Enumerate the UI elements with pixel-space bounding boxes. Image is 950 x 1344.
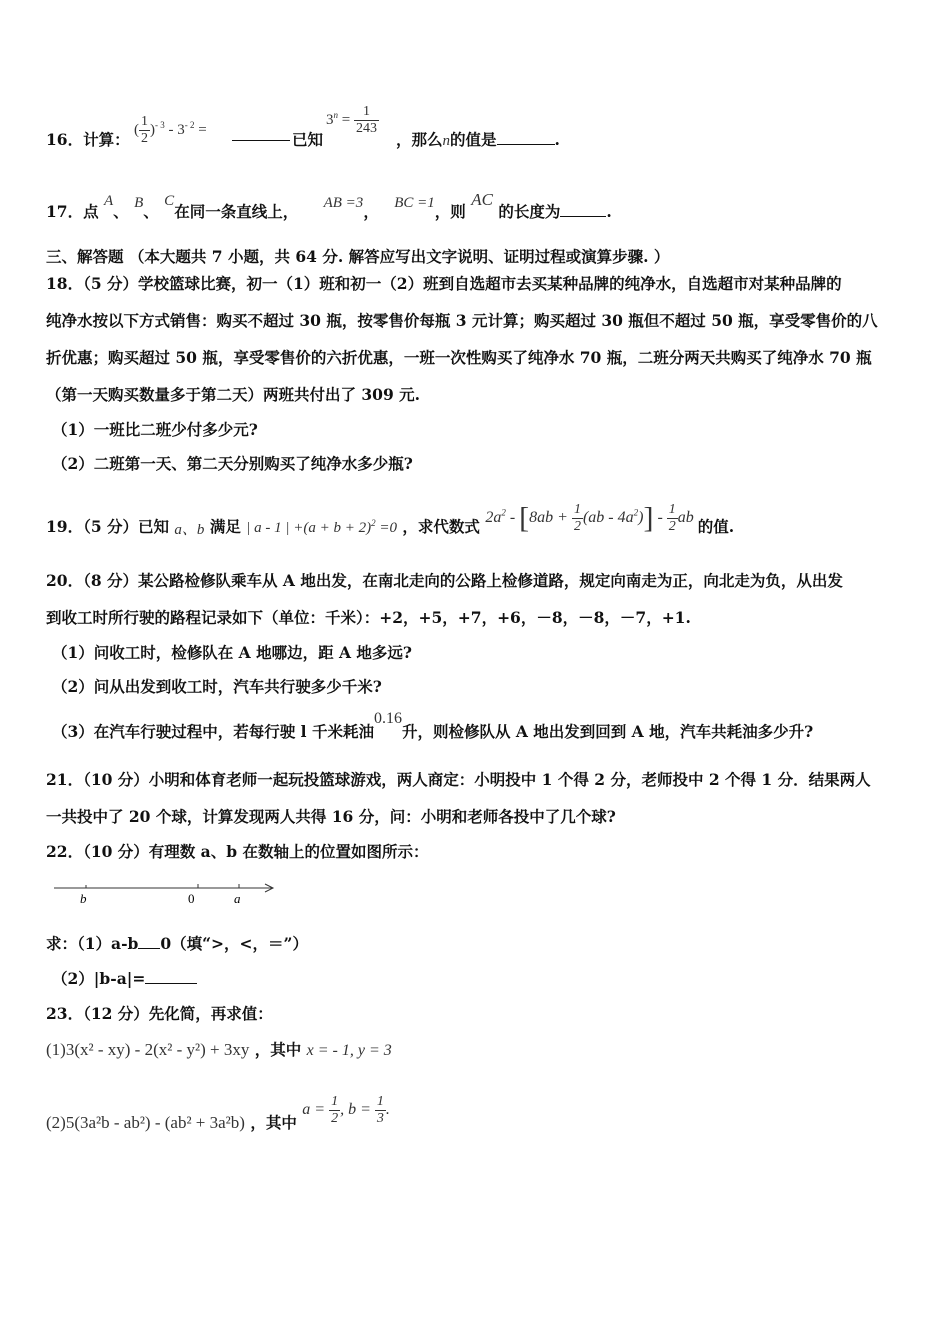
q16-half: $\frac{1}{2}$ [141,114,148,146]
question-19: 19．（5 分）已知 a、b 满足 | a - 1 | $+(a + b + 2)^2 =0$ ，求代数式 $2a^2 - [8ab$ + $\frac{1}{2}$ $(ab - 4a^2)$] - $\frac{1}{2}$ ab 的值. [46,501,735,538]
label-b: b [80,891,87,906]
q20-line-1: 20．（8 分）某公路检修队乘车从 A 地出发，在南北走向的公路上检修道路，规定向南走为正，向北走为负，从出发 [46,571,843,590]
q18-line-4: （第一天购买数量多于第二天）两班共付出了 309 元. [46,385,421,404]
q22-sub-1: 求：（1）a-b 0（填“>，<，＝”） [46,934,308,953]
q19-expression: $2a^2 - [8ab$ + $\frac{1}{2}$ $(ab - 4a^2)$] - $\frac{1}{2}$ ab [485,501,694,534]
q21-line-1: 21．（10 分）小明和体育老师一起玩投篮球游戏，两人商定：小明投中 1 个得 2 分，老师投中 2 个得 1 分．结果两人 [46,770,871,789]
q16-expr1: ( $\frac{1}{2}$ )$^{- 3} - 3^{- 2}$ = [134,114,207,146]
q23-p2-values: a = $\frac{1}{2}$ , b = $\frac{1}{3}$ . [302,1094,390,1126]
q21-line-2: 一共投中了 20 个球，计算发现两人共得 16 分，问：小明和老师各投中了几个球? [46,807,616,826]
q18-sub-1: （1）一班比二班少付多少元? [52,420,258,439]
q16-tail: ，那么n的值是 . [396,130,560,149]
q20-sub-1: （1）问收工时，检修队在 A 地哪边，距 A 地多远? [52,643,413,662]
label-0: 0 [188,891,195,906]
q18-sub-2: （2）二班第一天、第二天分别购买了纯净水多少瓶? [52,454,413,473]
q20-sub-2: （2）问从出发到收工时，汽车共行驶多少千米? [52,677,382,696]
label-a: a [234,891,241,906]
q23-line-1: 23．（12 分）先化简，再求值： [46,1004,273,1023]
q20-line-2: 到收工时所行驶的路程记录如下（单位：千米）：+2，+5，+7，+6，－8，－8，－7，+1. [46,608,691,627]
q16-expr2: $3^n$ = $\frac{1}{243}$ [326,104,377,136]
q16-frac: $\frac{1}{243}$ [355,104,377,136]
section-3-heading: 三、解答题 （本大题共 7 小题，共 64 分. 解答应写出文字说明、证明过程或演算步骤. ） [46,247,670,266]
q22-sub-2: （2）|b-a|= [52,967,197,989]
q20-sub-3: （3）在汽车行驶过程中，若每行驶 l 千米耗油0.16升，则检修队从 A 地出发到回到 A 地，汽车共耗油多少升? [52,710,814,741]
q17-label: 17．点 [46,202,99,221]
q23-part-1: (1)3(x² - xy) - 2(x² - y²) + 3xy ，其中 x = - 1, y = 3 [46,1040,392,1059]
q18-line-1: 18．（5 分）学校篮球比赛，初一（1）班和初一（2）班到自选超市去买某种品牌的纯净水，自选超市对某种品牌的 [46,274,842,293]
q23-part-2: (2)5(3a²b - ab²) - (ab² + 3a²b) ，其中 a = $\frac{1}{2}$ , b = $\frac{1}{3}$ . [46,1094,390,1133]
q16-label: 16．计算： [46,130,130,149]
q22-line-1: 22．（10 分）有理数 a、b 在数轴上的位置如图所示： [46,842,429,861]
q19-condition: | a - 1 | $+(a + b + 2)^2 =0$ [246,517,397,536]
number-line-figure [52,878,282,908]
question-17: 17．点 A、 B、 C在同一条直线上， AB =3， BC =1，则 AC 的长度为 . [46,190,612,221]
q18-line-3: 折优惠；购买超过 50 瓶，享受零售价的六折优惠，一班一次性购买了纯净水 70 瓶，二班分两天共购买了纯净水 70 瓶 [46,348,872,367]
question-16 [46,100,560,149]
q16-blank-1 [232,140,290,141]
q18-line-2: 纯净水按以下方式销售：购买不超过 30 瓶，按零售价每瓶 3 元计算；购买超过 30 瓶但不超过 50 瓶，享受零售价的八 [46,311,878,330]
q16-mid: 已知 [292,130,324,149]
